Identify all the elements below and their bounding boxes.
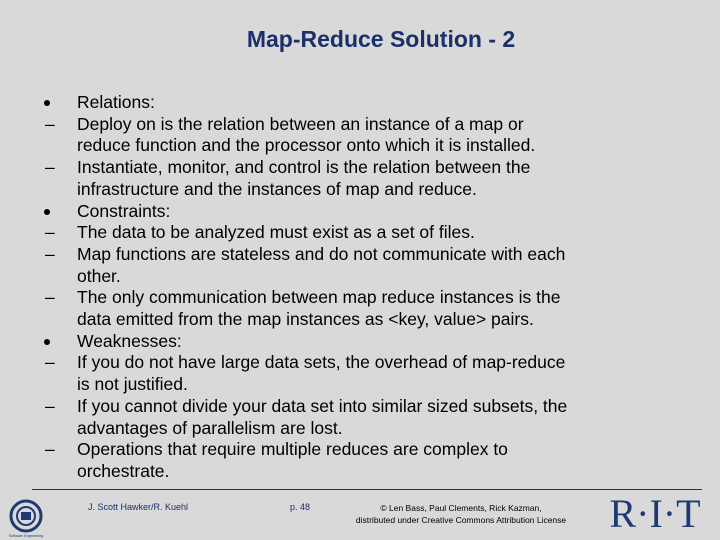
sub-line: infrastructure and the instances of map and reduce. [77,178,477,199]
bullet-constraints [40,201,690,223]
dash-icon: – [45,352,55,373]
sub-item [40,114,690,157]
rit-logo-icon [597,490,713,534]
software-engineering-logo-icon [6,496,50,540]
se-logo-text: Software Engineering [8,534,44,538]
slide-title: Map-Reduce Solution - 2 [246,26,516,52]
dash-icon: – [45,395,55,416]
footer-copyright [330,502,592,526]
dash-icon: – [45,439,55,460]
slide-content [40,92,690,483]
bullet-weaknesses [40,331,690,353]
dash-icon: – [45,157,55,178]
sub-item [40,287,690,330]
sub-line: Operations that require multiple reduces are complex to [77,439,508,460]
sub-line: The only communication between map reduce instances is the [77,287,561,308]
sub-item [40,396,690,439]
bullet-label: Constraints: [77,200,171,221]
bullet-label: Relations: [77,92,155,112]
dash-icon: – [45,222,55,243]
sub-line: If you cannot divide your data set into similar sized subsets, the [77,395,568,416]
sub-item [40,439,690,482]
rit-logo-text: R·I·T [609,491,701,534]
sub-line: advantages of parallelism are lost. [77,417,343,438]
sub-item [40,157,690,200]
copyright-line: © Len Bass, Paul Clements, Rick Kazman, [380,503,542,513]
page-number: p. 48 [290,502,311,512]
dash-icon: – [45,287,55,308]
sub-line: is not justified. [77,374,188,395]
sub-line: Map functions are stateless and do not communicate with each [77,243,566,264]
copyright-line: distributed under Creative Commons Attribution License [355,515,567,525]
sub-line: other. [77,265,121,286]
sub-line: If you do not have large data sets, the overhead of map-reduce [77,352,566,373]
bullet-relations [40,92,690,114]
bullet-dot-icon [44,209,50,215]
sub-item [40,244,690,287]
sub-item [40,352,690,395]
dash-icon: – [45,113,55,134]
dash-icon: – [45,243,55,264]
sub-item [40,222,690,244]
bullet-label: Weaknesses: [77,330,182,351]
bullet-dot-icon [44,339,50,345]
sub-line: orchestrate. [77,460,170,481]
sub-line: reduce function and the processor onto which it is installed. [77,135,536,156]
sub-line: Deploy on is the relation between an instance of a map or [77,113,524,134]
sub-line: data emitted from the map instances as <key, value> pairs. [77,309,534,330]
footer-authors: J. Scott Hawker/R. Kuehl [88,502,189,512]
bullet-dot-icon [44,100,50,106]
sub-line: Instantiate, monitor, and control is the relation between the [77,157,531,178]
sub-line: The data to be analyzed must exist as a set of files. [77,222,475,243]
